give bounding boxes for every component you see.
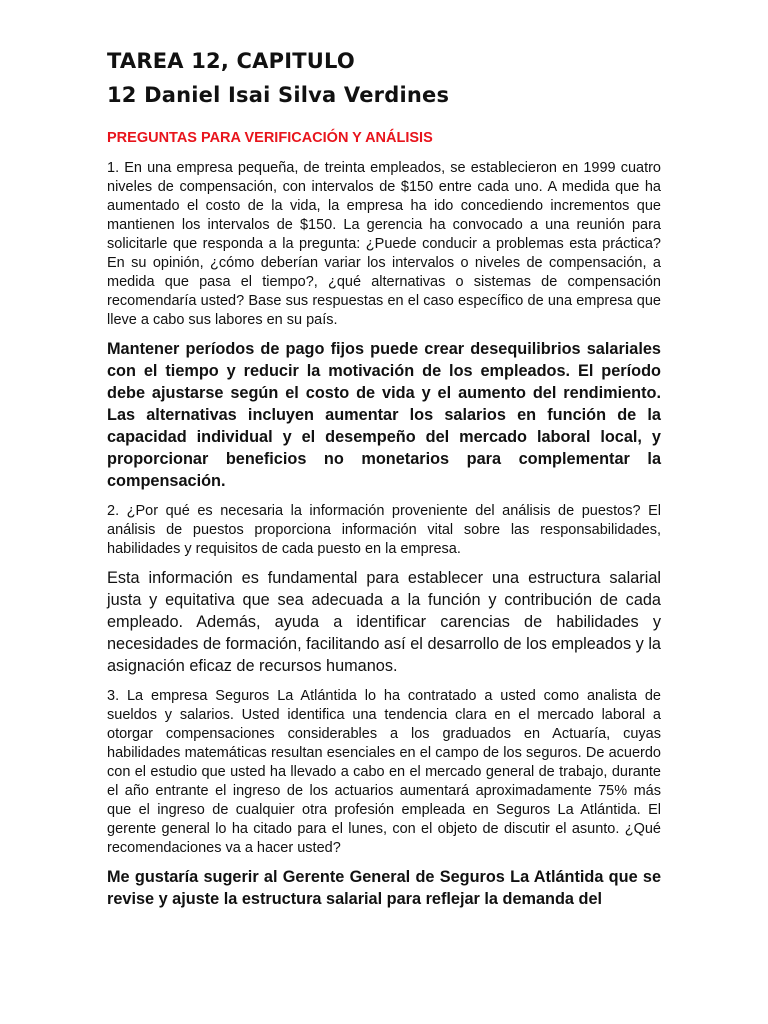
question-1: 1. En una empresa pequeña, de treinta empleados, se establecieron en 1999 cuatro niveles de compensación, con intervalos de $150 entre cada uno. A medida que ha aumentado el costo de la vida, la empresa ha ido concediendo incrementos que mantienen los intervalos de $150. La gerencia ha convocado a una reunión para solicitarle que responda a la pregunta: ¿Puede conducir a problemas esta práctica? En su opinión, ¿cómo deberían variar los intervalos o niveles de compensación, a medida que pasa el tiempo?, ¿qué alternativas o sistemas de compensación recomendaría usted? Base sus respuestas en el caso específico de una empresa que lleve a cabo sus labores en su país. (107, 160, 661, 328)
document-page (107, 44, 661, 920)
answer-3: Me gustaría sugerir al Gerente General de Seguros La Atlántida que se revise y ajuste la estructura salarial para reflejar la demanda del (107, 868, 661, 908)
answer-1: Mantener períodos de pago fijos puede crear desequilibrios salariales con el tiempo y reducir la motivación de los empleados. El período debe ajustarse según el costo de vida y el aumento del rendimiento. Las alternativas incluyen aumentar los salarios en función de la capacidad individual y el desempeño del mercado laboral local, y proporcionar beneficios no monetarios para complementar la compensación. (107, 340, 661, 490)
answer-2: Esta información es fundamental para establecer una estructura salarial justa y equitativa que sea adecuada a la función y contribución de cada empleado. Además, ayuda a identificar carencias de habilidades y necesidades de formación, facilitando así el desarrollo de los empleados y la asignación eficaz de recursos humanos. (107, 569, 661, 675)
question-2: 2. ¿Por qué es necesaria la información proveniente del análisis de puestos? El análisis de puestos proporciona información vital sobre las responsabilidades, habilidades y requisitos de cada puesto en la empresa. (107, 503, 661, 557)
document-title (107, 44, 661, 112)
title-line-2: 12 Daniel Isai Silva Verdines (107, 83, 450, 107)
question-3: 3. La empresa Seguros La Atlántida lo ha contratado a usted como analista de sueldos y salarios. Usted identifica una tendencia clara en el mercado laboral a otorgar compensaciones considerables a los graduados en Actuaría, cuyas habilidades matemáticas resultan esenciales en el campo de los seguros. De acuerdo con el estudio que usted ha llevado a cabo en el mercado general de trabajo, durante el año entrante el ingreso de los actuarios aumentará aproximadamente 75% más que el ingreso de cualquier otra profesión empleada en Seguros La Atlántida. El gerente general lo ha citado para el lunes, con el objeto de discutir el asunto. ¿Qué recomendaciones va a hacer usted? (107, 688, 661, 856)
section-heading: PREGUNTAS PARA VERIFICACIÓN Y ANÁLISIS (107, 130, 433, 146)
title-line-1: TAREA 12, CAPITULO (107, 49, 355, 73)
